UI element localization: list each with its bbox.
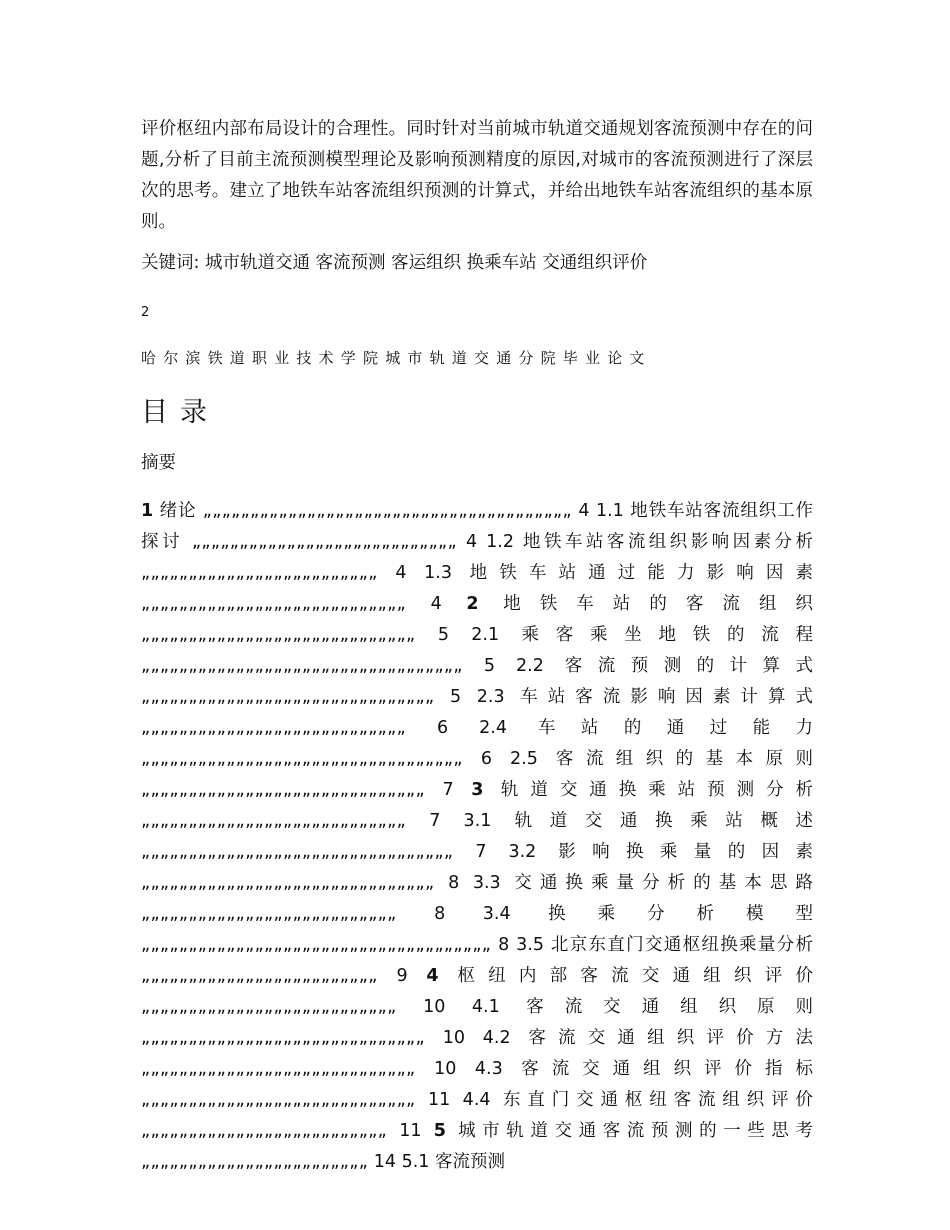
toc-entry-text: 4 1.1 地铁车站客流组织工作探讨 — [141, 501, 813, 552]
toc-leader-dots: „„„„„„„„„„„„„„„„„„„„„„„„„„„„„„„„„ — [141, 842, 454, 862]
abstract-paragraph: 评价枢纽内部布局设计的合理性。同时针对当前城市轨道交通规划客流预测中存在的问题,分析了目前主流预测模型理论及影响预测精度的原因,对城市的客流预测进行了深层次的思考。建立了地铁车站客流组织预测的计算式，并给出地铁车站客流组织的基本原则。 — [141, 119, 813, 232]
toc-leader-dots: „„„„„„„„„„„„„„„„„„„„„„„„„ — [141, 966, 378, 986]
toc-entry-text: 7 — [425, 780, 472, 800]
toc-chapter-number: 5 — [433, 1121, 446, 1141]
toc-leader-dots: „„„„„„„„„„„„„„„„„„„„„„„„„„„„„„„„„„ — [141, 656, 463, 676]
toc-entry-text: 11 — [387, 1121, 434, 1141]
toc-entry-text: 7 3.2 影响换乘量的因素 — [453, 842, 813, 862]
toc-entry-text: 5 2.1 乘客乘坐地铁的流程 — [415, 625, 813, 645]
toc-leader-dots: „„„„„„„„„„„„„„„„„„„„„„„„„„„„„„„ — [141, 687, 435, 707]
toc-leader-dots: „„„„„„„„„„„„„„„„„„„„„„„„„„„„ — [141, 594, 407, 614]
toc-chapter-number: 3 — [471, 780, 484, 800]
page-number: 2 — [141, 305, 150, 320]
toc-entry-text: 5 2.3 车站客流影响因素计算式 — [434, 687, 813, 707]
toc-entry-text: 6 2.5 客流组织的基本原则 — [462, 749, 813, 769]
toc-chapter-number: 4 — [426, 966, 439, 986]
toc-leader-dots: „„„„„„„„„„„„„„„„„„„„„„„„„„„„„ — [141, 1059, 416, 1079]
toc-leader-dots: „„„„„„„„„„„„„„„„„„„„„„„„„„„„„„ — [141, 1028, 425, 1048]
toc-leader-dots: „„„„„„„„„„„„„„„„„„„„„„„„„„„„ — [141, 811, 407, 831]
toc-leader-dots: „„„„„„„„„„„„„„„„„„„„„„„„„„„„ — [141, 718, 407, 738]
toc-leader-dots: „„„„„„„„„„„„„„„„„„„„„„„„„„„„„ — [141, 625, 416, 645]
toc-leader-dots: „„„„„„„„„„„„„„„„„„„„„„„„„„„„„„„„„„ — [141, 749, 463, 769]
toc-entry-text: 7 3.1 轨道交通换乘站概述 — [406, 811, 813, 831]
toc-leader-dots: „„„„„„„„„„„„„„„„„„„„„„„„„„„„„„„„„„„„„ — [141, 935, 492, 955]
toc-entry-text: 10 4.3 客流交通组织评价指标 — [415, 1059, 813, 1079]
toc-leader-dots: „„„„„„„„„„„„„„„„„„„„„„„„„„„ — [141, 997, 397, 1017]
running-header: 哈尔滨铁道职业技术学院城市轨道交通分院毕业论文 — [141, 349, 652, 367]
keywords-label: 关键词: — [141, 253, 200, 273]
toc-chapter-number: 1 — [141, 501, 154, 521]
toc-leader-dots: „„„„„„„„„„„„„„„„„„„„„„„„ — [141, 1152, 369, 1172]
toc-body — [141, 496, 813, 1178]
toc-entry-text: 绪论 — [153, 501, 203, 521]
toc-leader-dots: „„„„„„„„„„„„„„„„„„„„„„„„„„„„„„ — [141, 780, 425, 800]
toc-leader-dots: „„„„„„„„„„„„„„„„„„„„„„„„„„ — [141, 1121, 388, 1141]
toc-entry-text: 4 — [406, 594, 467, 614]
toc-entry-text: 14 5.1 客流预测 — [368, 1152, 505, 1172]
toc-entry-text: 8 3.4 换乘分析模型 — [396, 904, 813, 924]
toc-abstract-entry: 摘要 — [141, 453, 176, 473]
toc-entry-text: 城市轨道交通客流预测的一些思考 — [445, 1121, 814, 1141]
toc-leader-dots: „„„„„„„„„„„„„„„„„„„„„„„„„„„„„„„„„„„„„„„ — [202, 501, 572, 521]
toc-entry-text: 4 1.2 地铁车站客流组织影响因素分析 — [457, 532, 813, 552]
toc-entry-text: 10 4.1 客流交通组织原则 — [396, 997, 813, 1017]
keywords-text: 城市轨道交通 客流预测 客运组织 换乘车站 交通组织评价 — [204, 253, 648, 273]
toc-leader-dots: „„„„„„„„„„„„„„„„„„„„„„„„„„„„„ — [141, 1090, 416, 1110]
document-page — [141, 114, 813, 1178]
toc-entry-text: 9 — [377, 966, 427, 986]
toc-leader-dots: „„„„„„„„„„„„„„„„„„„„„„„„„„„„ — [191, 532, 457, 552]
toc-entry-text: 8 3.3 交通换乘量分析的基本思路 — [434, 873, 813, 893]
toc-entry-text: 8 3.5 北京东直门交通枢纽换乘量分析 — [491, 935, 813, 955]
toc-entry-text: 10 4.2 客流交通组织评价方法 — [425, 1028, 813, 1048]
toc-leader-dots: „„„„„„„„„„„„„„„„„„„„„„„„„„„„„„„ — [141, 873, 435, 893]
keywords-line — [141, 248, 813, 279]
toc-entry-text: 枢纽内部客流交通组织评价 — [438, 966, 814, 986]
toc-leader-dots: „„„„„„„„„„„„„„„„„„„„„„„„„ — [141, 563, 378, 583]
toc-entry-text: 4 1.3 地铁车站通过能力影响因素 — [377, 563, 813, 583]
toc-title: 目录 — [141, 397, 219, 428]
toc-entry-text: 轨道交通换乘站预测分析 — [483, 780, 814, 800]
toc-leader-dots: „„„„„„„„„„„„„„„„„„„„„„„„„„„ — [141, 904, 397, 924]
toc-entry-text: 地铁车站的客流组织 — [478, 594, 814, 614]
toc-entry-text: 5 2.2 客流预测的计算式 — [462, 656, 813, 676]
toc-entry-text: 11 4.4 东直门交通枢纽客流组织评价 — [415, 1090, 813, 1110]
toc-entry-text: 6 2.4 车站的通过能力 — [406, 718, 813, 738]
toc-chapter-number: 2 — [466, 594, 479, 614]
